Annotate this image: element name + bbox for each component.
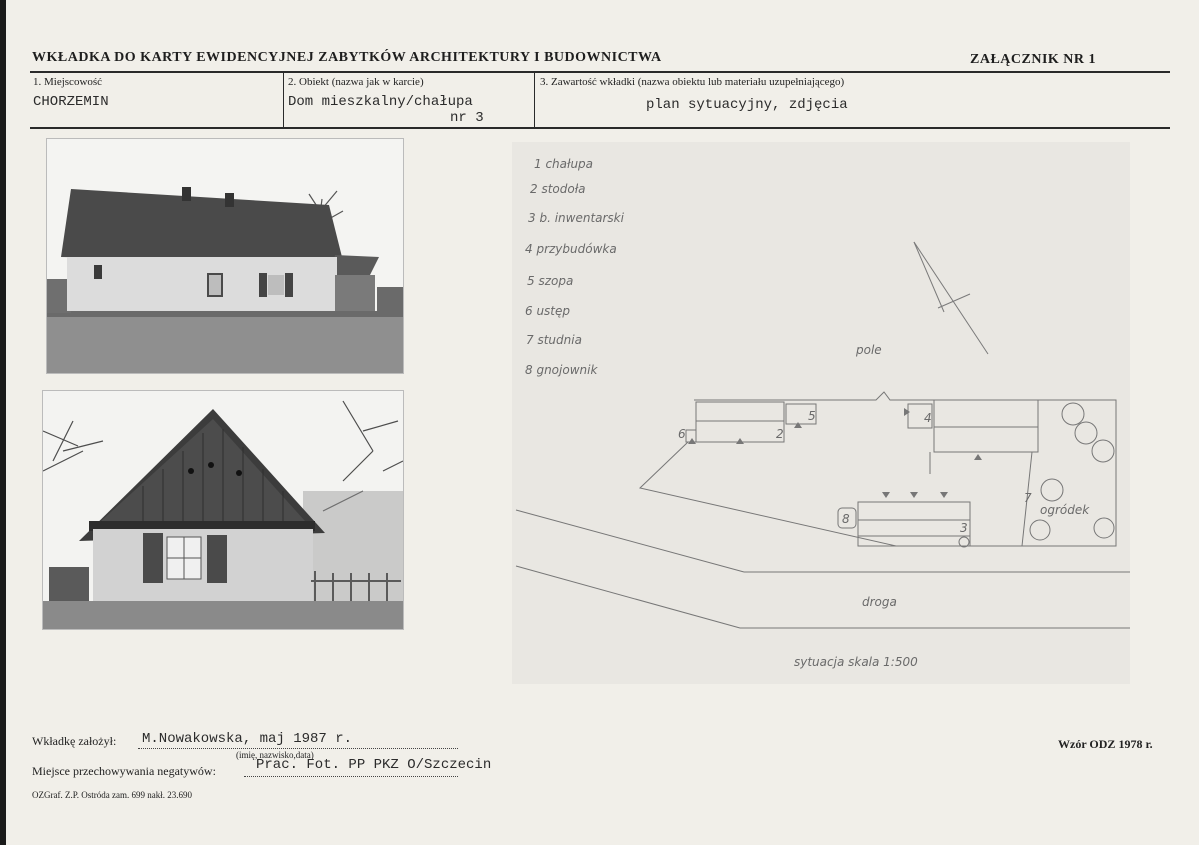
photo-house-gable-image (43, 391, 403, 629)
contents-label: 3. Zawartość wkładki (nazwa obiektu lub materiału uzupełniającego) (540, 76, 845, 88)
plan-scale: sytuacja skala 1:500 (794, 655, 918, 669)
plan-number-2: 2 (776, 427, 784, 441)
plan-number-8: 8 (842, 512, 850, 526)
legend-item-6: 6 ustęp (525, 304, 571, 318)
locality-value: CHORZEMIN (33, 94, 109, 110)
plan-number-5: 5 (808, 409, 816, 423)
storage-value: Prac. Fot. PP PKZ O/Szczecin (256, 757, 492, 773)
fields-rule (30, 127, 1170, 129)
legend-item-4: 4 przybudówka (525, 242, 617, 256)
site-plan (512, 142, 1130, 684)
contents-value: plan sytuacyjny, zdjęcia (646, 97, 848, 113)
created-by-hint: (imię, nazwisko,data) (236, 750, 314, 760)
object-label: 2. Obiekt (nazwa jak w karcie) (288, 76, 424, 88)
storage-dots (244, 776, 458, 777)
plan-number-3: 3 (960, 521, 968, 535)
field-divider-1 (283, 73, 284, 128)
annex-number: ZAŁĄCZNIK NR 1 (970, 52, 1097, 67)
printer-info: OZGraf. Z.P. Ostróda zam. 699 nakł. 23.690 (32, 790, 192, 800)
created-by-dots (138, 748, 458, 749)
storage-label: Miejsce przechowywania negatywów: (32, 764, 216, 778)
plan-number-7: 7 (1024, 491, 1032, 505)
sheet-title: WKŁADKA DO KARTY EWIDENCYJNEJ ZABYTKÓW ARCHITEKTURY I BUDOWNICTWA (32, 50, 662, 65)
legend-item-3: 3 b. inwentarski (528, 211, 624, 225)
object-value-line1: Dom mieszkalny/chałupa (288, 94, 473, 110)
label-road: droga (862, 595, 897, 609)
created-by-value: M.Nowakowska, maj 1987 r. (142, 731, 353, 747)
field-divider-2 (534, 73, 535, 128)
plan-legend (525, 157, 625, 377)
form-reference: Wzór ODZ 1978 r. (1058, 737, 1153, 751)
plan-road (516, 510, 1130, 628)
legend-item-5: 5 szopa (527, 274, 574, 288)
locality-label: 1. Miejscowość (33, 76, 103, 88)
legend-item-1: 1 chałupa (534, 157, 594, 171)
site-plan-drawing (512, 142, 1130, 684)
plan-buildings (640, 392, 1116, 547)
north-arrow (914, 242, 988, 354)
legend-item-8: 8 gnojownik (525, 363, 598, 377)
record-sheet (6, 0, 1199, 845)
photo-house-facade (46, 138, 404, 374)
photo-house-gable (42, 390, 404, 630)
object-value-line2: nr 3 (450, 110, 484, 126)
header-rule (30, 71, 1170, 73)
plan-number-4: 4 (924, 411, 932, 425)
label-field: pole (856, 343, 882, 357)
plan-number-6: 6 (678, 427, 686, 441)
photo-house-facade-image (47, 139, 403, 373)
legend-item-2: 2 stodoła (530, 182, 586, 196)
created-by-label: Wkładkę założył: (32, 734, 117, 748)
legend-item-7: 7 studnia (526, 333, 582, 347)
label-garden: ogródek (1040, 503, 1090, 517)
